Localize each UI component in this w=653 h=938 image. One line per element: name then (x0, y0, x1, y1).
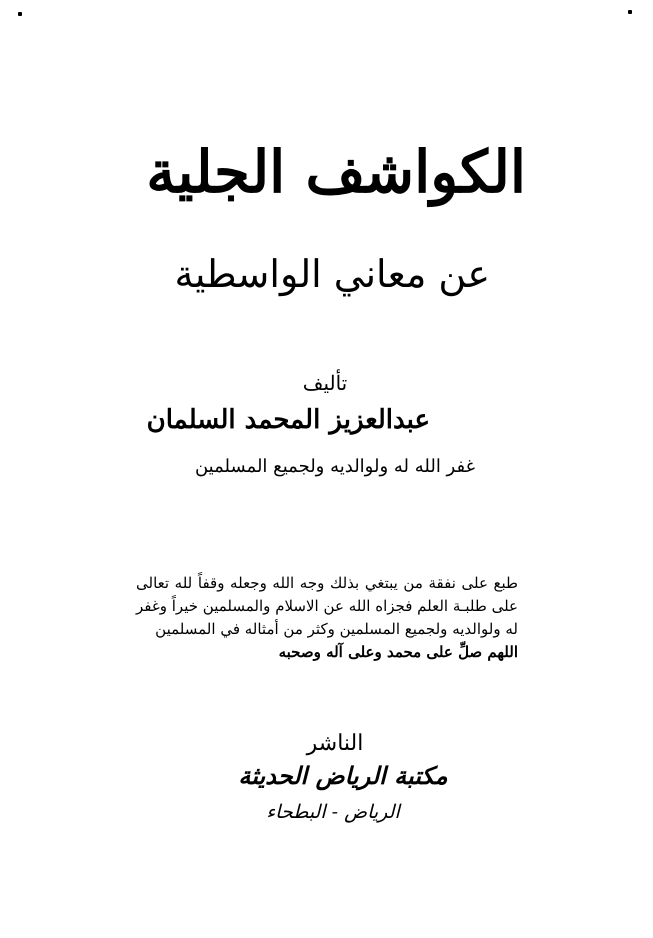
scan-speck (18, 12, 22, 16)
author-name: عبدالعزيز المحمد السلمان (146, 405, 430, 435)
publisher-location: الرياض - البطحاء (266, 801, 400, 823)
publisher-name: مكتبة الرياض الحديثة (238, 761, 448, 790)
authorship-label: تأليف (302, 371, 348, 395)
printing-note-line: ولوالديه ولجميع المسلمين وكثر من أمثاله في المسلمين (155, 620, 501, 638)
book-title: الكواشف الجلية (146, 138, 526, 206)
scan-speck (628, 10, 632, 14)
author-prayer: غفر الله له ولوالديه ولجميع المسلمين (194, 456, 476, 477)
book-subtitle: عن معاني الواسطية (174, 252, 490, 296)
printing-note-line: طبع على نفقة من يبتغي بذلك وجه الله وجعله وقفاً لله تعالى على (136, 574, 518, 615)
printing-note (136, 572, 518, 664)
printing-note-closing: اللهم صلِّ على محمد وعلى آله وصحبه (278, 643, 518, 661)
publisher-label: الناشر (306, 731, 364, 756)
printing-note-line: طلبـة العلم فجزاه الله عن الاسلام والمسلمين خيراً وغفر له (136, 597, 518, 638)
